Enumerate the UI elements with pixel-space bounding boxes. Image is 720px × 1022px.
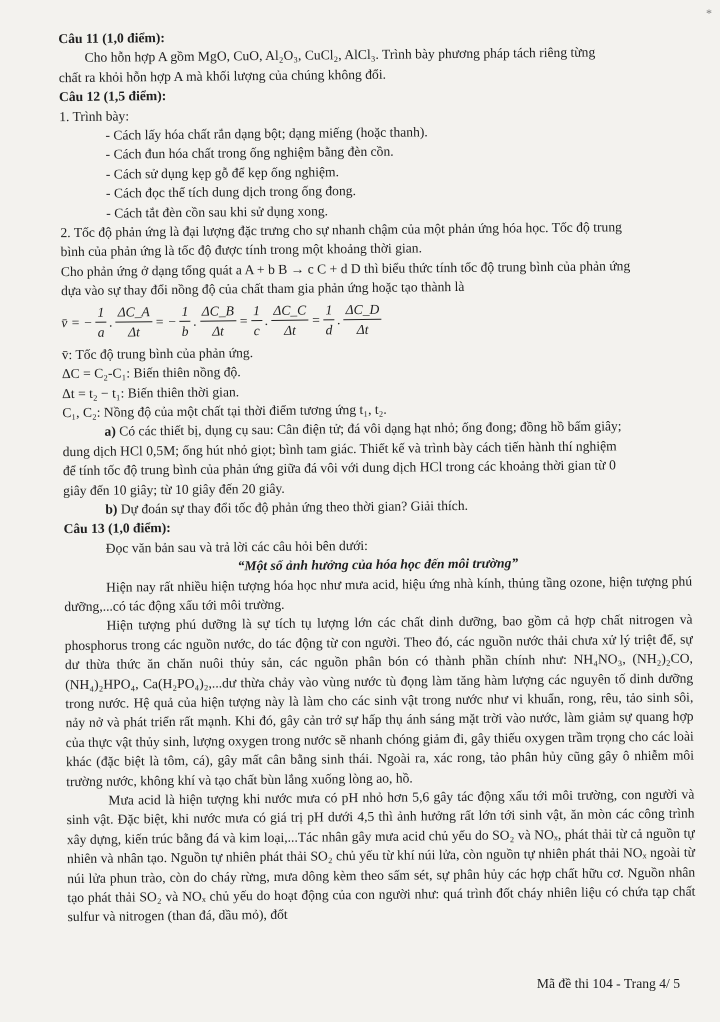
fraction: $\frac{1}{c}$ [251,301,262,341]
q12-part2-line: Cho phản ứng ở dạng tổng quát a A + b B → c C + d D thì biểu thức tính tốc độ trung bình của phản ứng [61,255,689,281]
fraction: $\frac{\Delta C\_D}{\Delta t}$ [343,300,381,340]
definition-line: C₁, C₂: Nồng độ của một chất tại thời điểm tương ứng t₁, t₂. [62,396,690,422]
definition-line: v̄: Tốc độ trung bình của phản ứng. [62,338,690,364]
fraction: $\frac{\Delta C\_C}{\Delta t}$ [271,300,308,340]
q13-passage-title: “Một số ảnh hưởng của hóa học đến môi trường” [64,552,692,578]
fraction: $\frac{\Delta C\_A}{\Delta t}$ [116,302,153,342]
q12-a-line: giây đến 10 giây; từ 10 giây đến 20 giây. [63,474,691,500]
definition-line: Δt = t₂ − t₁: Biến thiên thời gian. [62,377,690,403]
q12-b-line: b) Dự đoán sự thay đổi tốc độ phản ứng theo thời gian? Giải thích. [63,493,691,519]
fraction: $\frac{1}{a}$ [95,302,106,342]
fraction: $\frac{\Delta C\_B}{\Delta t}$ [200,301,237,341]
q12-a-line: a) Có các thiết bị, dụng cụ sau: Cân điện tử; đá vôi dạng hạt nhỏ; ống đong; đồng hồ bấm giây; [62,416,690,442]
q13-paragraph-3: Mưa acid là hiện tượng khi nước mưa có pH nhỏ hơn 5,6 gây tác động xấu tới môi trường, con người và sinh vật. Đặc biệt, khi nước mưa có giá trị pH dưới 4,5 thì ảnh hưởng rất lớn tới sinh vật, ăn mòn các công trình xây dựng, kiến trúc bằng đá và kim loại,...Tác nhân gây mưa acid chủ yếu do SO₂ và NOₓ, phát thải từ cả nguồn tự nhiên và nhân tạo. Nguồn tự nhiên phát thải SO₂ chủ yếu từ khí núi lửa, còn nguồn tự nhiên phát thải NOₓ ngoài từ núi lửa phun trào, còn do cháy rừng, mưa dông kèm theo sấm sét, sự phân hủy các hợp chất hữu cơ. Nguồn nhân tạo phát thải SO₂ và NOₓ chủ yếu do hoạt động của con người như: quá trình đốt cháy nhiên liệu có chứa tạp chất sulfur và nitrogen (than đá, dầu mỏ), đốt [66,785,695,927]
q11-line-1: Cho hỗn hợp A gồm MgO, CuO, Al₂O₃, CuCl₂, AlCl₃. Trình bày phương pháp tách riêng từng [58,42,686,68]
q12-item: - Cách tắt đèn cồn sau khi sử dụng xong. [60,197,688,223]
q13-paragraph-1: Hiện nay rất nhiều hiện tượng hóa học như mưa acid, hiệu ứng nhà kính, thủng tầng ozone, hiện tượng phú dưỡng,...có tác động xấu tới môi trường. [64,571,692,616]
q11-heading: Câu 11 (1,0 điểm): [58,23,686,49]
q12-part2-line: dựa vào sự thay đổi nồng độ của chất tham gia phản ứng hoặc tạo thành là [61,275,689,301]
q13-heading: Câu 13 (1,0 điểm): [63,513,691,539]
q12-part1-label: 1. Trình bày: [59,100,687,126]
q12-part2-line: 2. Tốc độ phản ứng là đại lượng đặc trưng cho sự nhanh chậm của một phản ứng hóa học. Tốc độ trung [60,217,688,243]
q12-item: - Cách đun hóa chất trong ống nghiệm bằng đèn cồn. [60,139,688,165]
q12-a-line: để tính tốc độ trung bình của phản ứng giữa đá vôi với dung dịch HCl trong các khoảng thời gian từ 0 [63,455,691,481]
page-footer: Mã đề thi 104 - Trang 4/ 5 [537,976,680,992]
q11-line-2: chất ra khỏi hỗn hợp A mà khối lượng của chúng không đổi. [59,61,687,87]
q13-intro: Đọc văn bản sau và trả lời các câu hỏi bên dưới: [64,532,692,558]
fraction: $\frac{1}{d}$ [323,300,334,340]
q12-item: - Cách sử dụng kẹp gỗ để kẹp ống nghiệm. [60,158,688,184]
q12-item: - Cách đọc thể tích dung dịch trong ống đong. [60,178,688,204]
q12-heading: Câu 12 (1,5 điểm): [59,81,687,107]
q12-a-line: dung dịch HCl 0,5M; ống hút nhỏ giọt; bình tam giác. Thiết kế và trình bày cách tiến hành thí nghiệm [63,435,691,461]
definition-line: ΔC = C₂-C₁: Biến thiên nồng độ. [62,358,690,384]
corner-mark: * [706,6,712,21]
rate-formula: v̄ = − $\frac{1}{a}$ . $\frac{\Delta C\_A}{\Delta t}$ = − $\frac{1}{b}$ . $\frac{\Delta C\_B}{\Delta t}$ = $\frac{1}{c}$ . $\frac{\Delta C\_C}{\Delta t}$ = $\frac{1}{d}$ . $\frac{\Delta C\_D}{\Delta t}$ [61,294,689,345]
fraction: $\frac{1}{b}$ [179,302,190,342]
q13-paragraph-2: Hiện tượng phú dưỡng là sự tích tụ lượng lớn các chất dinh dưỡng, bao gồm cả hợp chất nitrogen và phosphorus trong các nguồn nước, do tác động từ con người. Theo đó, các nguồn nước thải chưa xử lý triệt để, sự dư thừa thức ăn chăn nuôi thủy sản, các nguồn phân bón có thành phần chính như: NH₄NO₃, (NH₂)₂CO, (NH₄)₂HPO₄, Ca(H₂PO₄)₂,...dư thừa chảy vào vùng nước tù đọng làm tăng hàm lượng các nguyên tố dinh dưỡng trong nước. Hệ quả của hiện tượng này là làm cho các sinh vật trong nước như vi khuẩn, rong, rêu, tảo sinh sôi, nảy nở và phát triển rất mạnh. Khi đó, gây cản trở sự hấp thụ ánh sáng mặt trời vào nước, làm giảm sự quang hợp của thực vật thủy sinh, lượng oxygen trong nước sẽ nhanh chóng giảm đi, gây thiếu oxygen trầm trọng cho các loài khác (đặc biệt là tôm, cá), gây mất cân bằng sinh thái. Ngoài ra, xác rong, tảo phân hủy cũng gây ô nhiễm môi trường nước, không khí và tạo chất bùn lắng xuống lòng ao, hồ. [64,610,694,791]
q12-part2-line: bình của phản ứng là tốc độ được tính trong một khoảng thời gian. [61,236,689,262]
q12-item: - Cách lấy hóa chất rắn dạng bột; dạng miếng (hoặc thanh). [59,120,687,146]
